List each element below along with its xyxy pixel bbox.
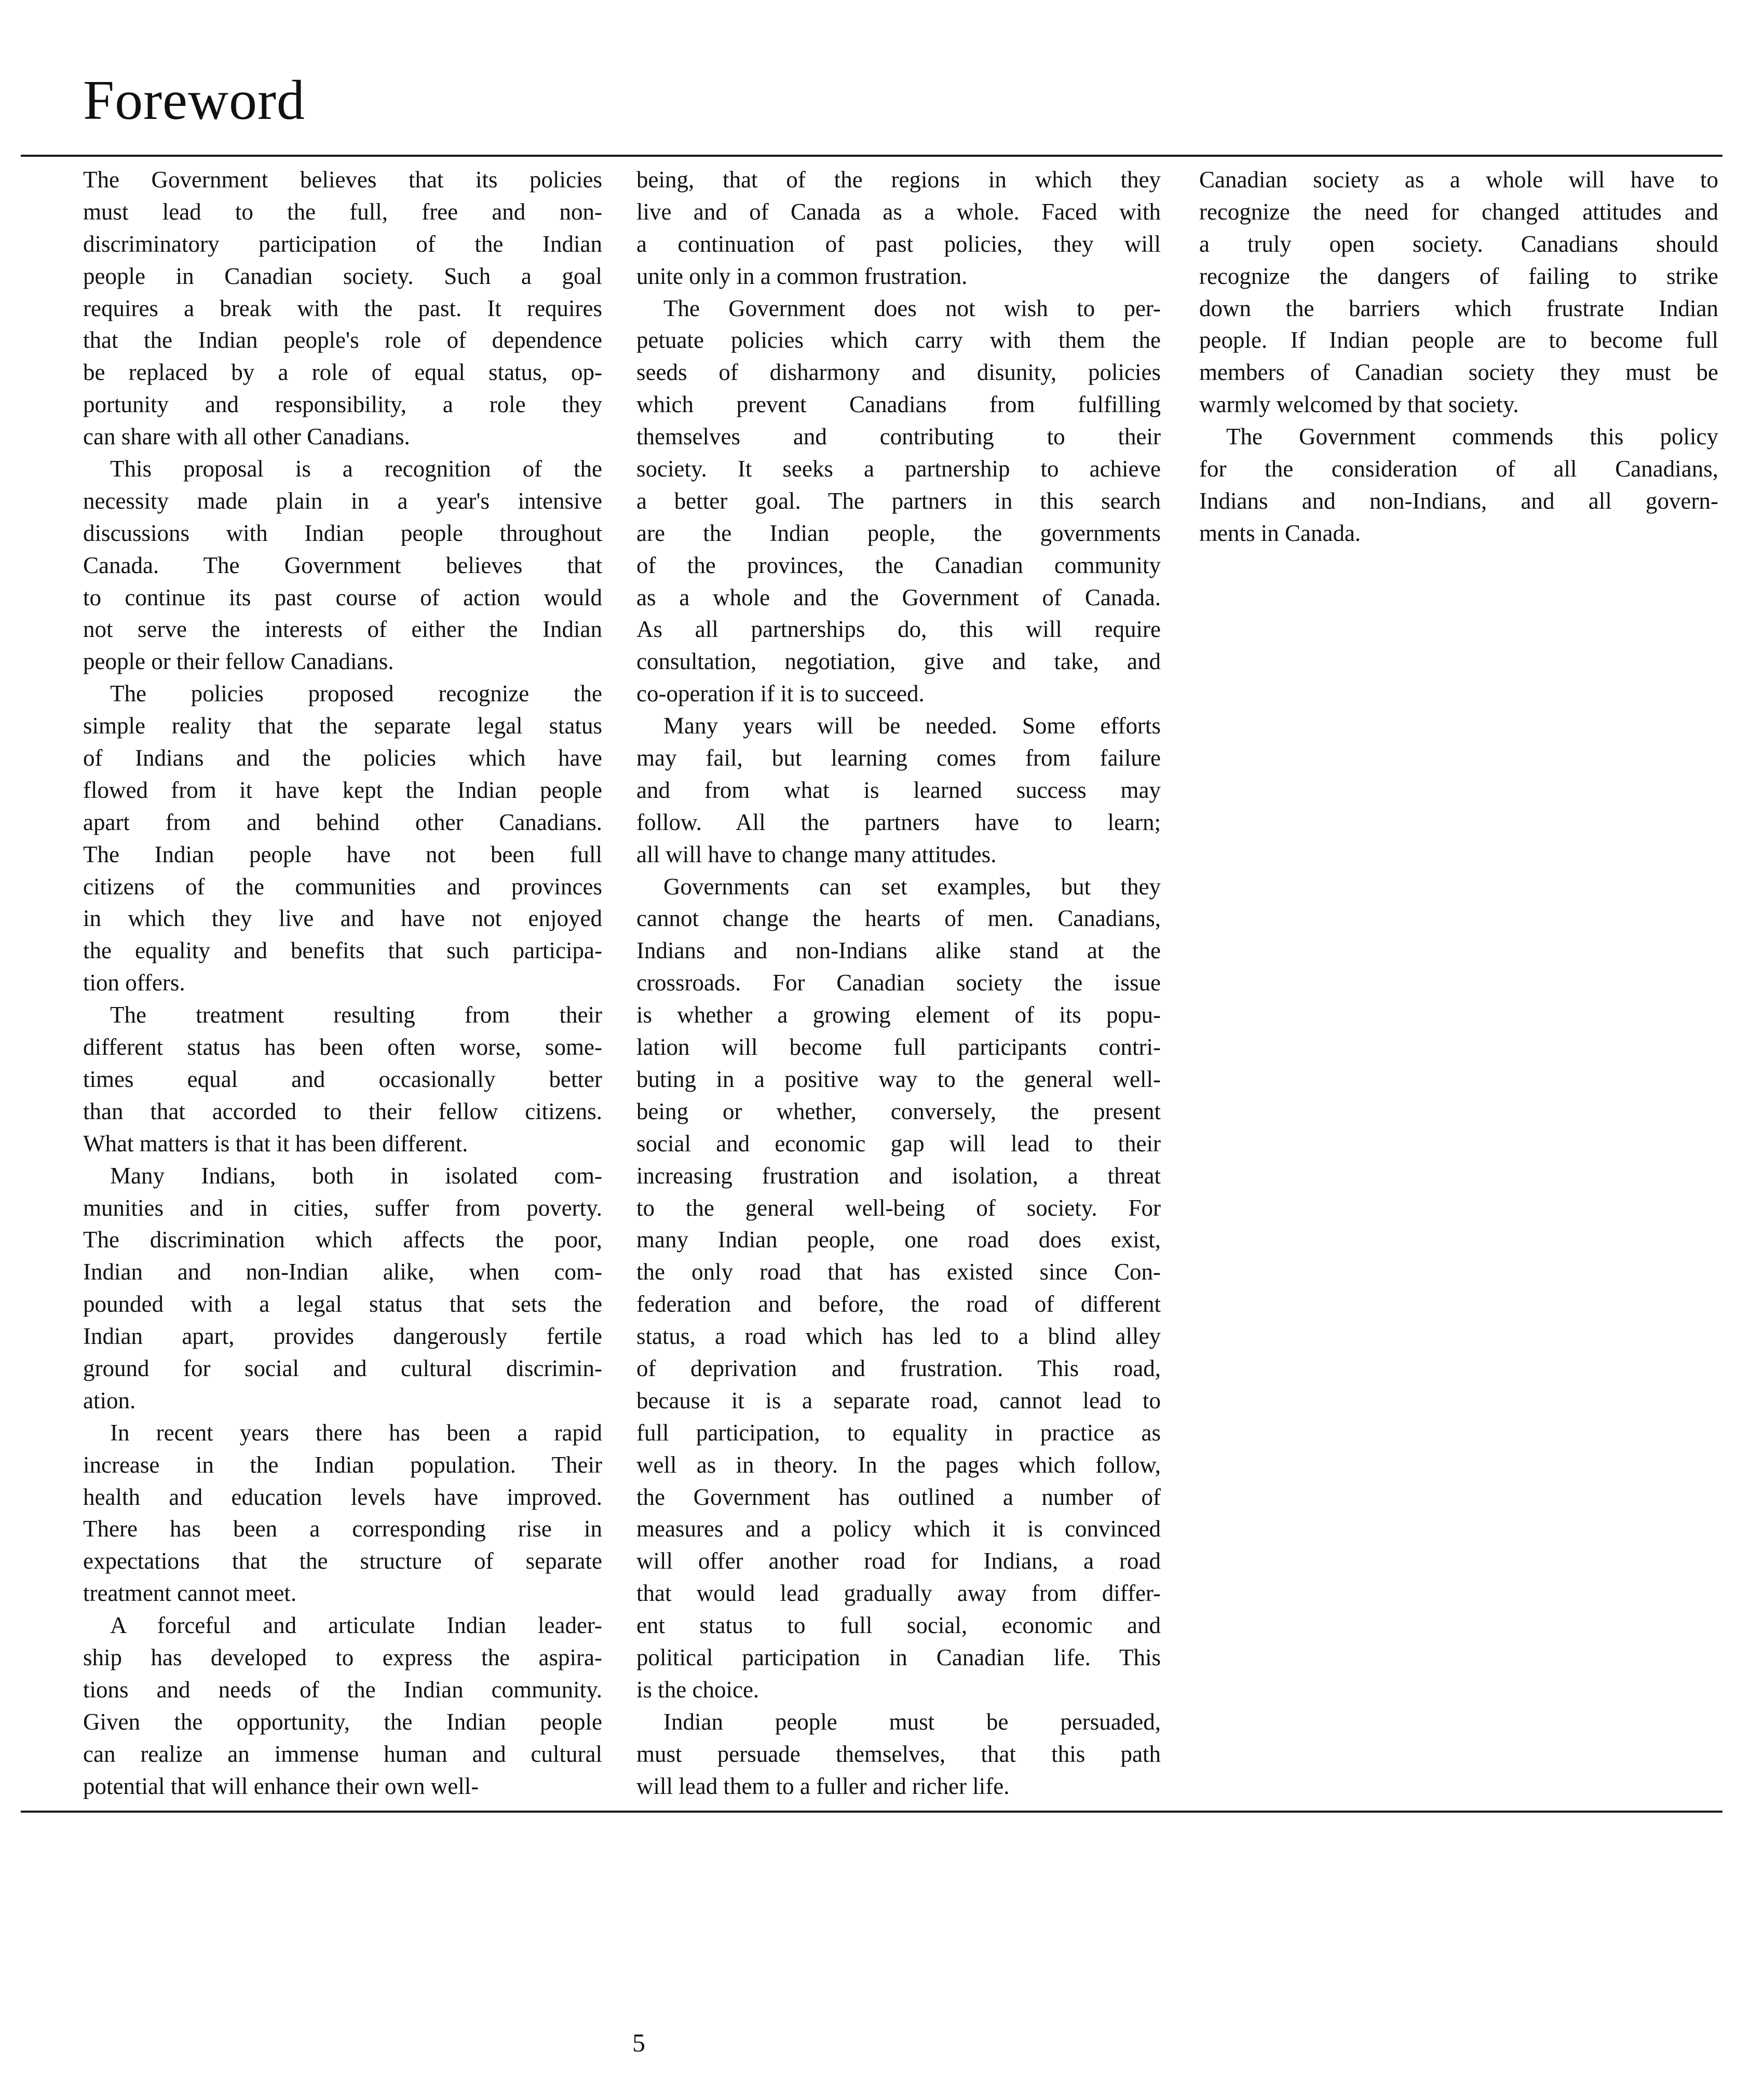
text-line: treatment cannot meet. [83, 1580, 297, 1607]
text-line: to continue its past course of action would [83, 584, 602, 610]
text-line: petuate policies which carry with them the [636, 327, 1161, 353]
text-line: ation. [83, 1387, 136, 1413]
text-line: Canada. The Government believes that [83, 552, 602, 578]
text-line: people or their fellow Canadians. [83, 648, 394, 675]
text-line: expectations that the structure of separate [83, 1548, 602, 1574]
text-column-1 [83, 164, 602, 1802]
text-line: pounded with a legal status that sets the [83, 1291, 602, 1317]
text-line: Indian apart, provides dangerously fertile [83, 1323, 602, 1350]
text-line: the equality and benefits that such participa- [83, 937, 602, 964]
text-line: people. If Indian people are to become full [1199, 327, 1718, 353]
text-line: ments in Canada. [1199, 520, 1361, 546]
text-line: well as in theory. In the pages which follow, [636, 1451, 1161, 1478]
text-line: consultation, negotiation, give and take, and [636, 648, 1161, 675]
text-line: crossroads. For Canadian society the issue [636, 970, 1161, 996]
text-line: Indian and non-Indian alike, when com- [83, 1259, 602, 1285]
text-line: because it is a separate road, cannot lead to [636, 1387, 1161, 1413]
text-line: In recent years there has been a rapid [110, 1419, 602, 1446]
text-line: discriminatory participation of the Indian [83, 230, 602, 257]
text-line: The discrimination which affects the poor, [83, 1227, 602, 1253]
text-line: munities and in cities, suffer from poverty. [83, 1194, 602, 1221]
text-line: Indian people must be persuaded, [663, 1708, 1161, 1735]
text-line: political participation in Canadian life. This [636, 1644, 1161, 1670]
text-line: being, that of the regions in which they [636, 167, 1161, 193]
text-line: The Government believes that its policies [83, 167, 602, 193]
text-line: The treatment resulting from their [110, 1002, 602, 1028]
text-line: co-operation if it is to succeed. [636, 681, 925, 707]
text-line: a continuation of past policies, they will [636, 230, 1161, 257]
text-line: will lead them to a fuller and richer life. [636, 1773, 1010, 1799]
text-line: There has been a corresponding rise in [83, 1516, 602, 1542]
text-line: of Indians and the policies which have [83, 745, 602, 771]
text-line: cannot change the hearts of men. Canadians, [636, 905, 1161, 932]
text-line: federation and before, the road of different [636, 1291, 1161, 1317]
text-column-2 [636, 164, 1161, 1802]
text-line: Indians and non-Indians, and all govern- [1199, 487, 1718, 514]
text-line: As all partnerships do, this will require [636, 616, 1161, 643]
text-line: is whether a growing element of its popu- [636, 1002, 1161, 1028]
text-line: tions and needs of the Indian community. [83, 1676, 602, 1703]
text-line: live and of Canada as a whole. Faced with [636, 198, 1161, 225]
text-line: different status has been often worse, some- [83, 1034, 602, 1060]
text-line: The Indian people have not been full [83, 841, 602, 867]
text-line: follow. All the partners have to learn; [636, 809, 1161, 835]
text-line: flowed from it have kept the Indian people [83, 777, 602, 803]
text-line: of deprivation and frustration. This road, [636, 1355, 1161, 1381]
text-line: tion offers. [83, 970, 185, 996]
text-line: and from what is learned success may [636, 777, 1161, 803]
text-line: The policies proposed recognize the [110, 681, 602, 707]
text-line: people in Canadian society. Such a goal [83, 263, 602, 289]
text-line: potential that will enhance their own well- [83, 1773, 479, 1799]
text-line: are the Indian people, the governments [636, 520, 1161, 546]
text-line: What matters is that it has been different. [83, 1130, 468, 1157]
text-line: This proposal is a recognition of the [110, 456, 602, 482]
text-line: A forceful and articulate Indian leader- [110, 1612, 602, 1639]
text-line: measures and a policy which it is convinced [636, 1516, 1161, 1542]
text-line: for the consideration of all Canadians, [1199, 456, 1718, 482]
text-line: the only road that has existed since Con- [636, 1259, 1161, 1285]
page-number: 5 [632, 2028, 645, 2057]
text-line: can realize an immense human and cultural [83, 1741, 602, 1767]
text-line: a truly open society. Canadians should [1199, 230, 1718, 257]
text-line: necessity made plain in a year's intensive [83, 487, 602, 514]
text-line: that would lead gradually away from differ- [636, 1580, 1161, 1607]
text-line: Governments can set examples, but they [663, 873, 1161, 900]
text-line: The Government does not wish to per- [663, 295, 1161, 321]
text-line: than that accorded to their fellow citizens. [83, 1098, 602, 1124]
text-line: recognize the need for changed attitudes and [1199, 198, 1718, 225]
text-line: the Government has outlined a number of [636, 1484, 1161, 1510]
text-column-3 [1199, 164, 1718, 550]
text-line: health and education levels have improved. [83, 1484, 602, 1510]
text-line: themselves and contributing to their [636, 424, 1161, 450]
text-line: ground for social and cultural discrimin- [83, 1355, 602, 1381]
text-line: ent status to full social, economic and [636, 1612, 1161, 1639]
bottom-rule [21, 1811, 1722, 1813]
text-line: that the Indian people's role of dependence [83, 327, 602, 353]
text-line: increase in the Indian population. Their [83, 1451, 602, 1478]
text-line: not serve the interests of either the Indian [83, 616, 602, 643]
text-line: in which they live and have not enjoyed [83, 905, 602, 932]
text-line: all will have to change many attitudes. [636, 841, 997, 867]
text-line: apart from and behind other Canadians. [83, 809, 602, 835]
page-title: Foreword [83, 70, 305, 131]
text-line: Canadian society as a whole will have to [1199, 167, 1718, 193]
text-line: Many years will be needed. Some efforts [663, 713, 1161, 739]
text-line: buting in a positive way to the general well- [636, 1066, 1161, 1092]
text-line: Given the opportunity, the Indian people [83, 1708, 602, 1735]
text-line: increasing frustration and isolation, a threat [636, 1162, 1161, 1189]
text-line: ship has developed to express the aspira- [83, 1644, 602, 1670]
text-line: may fail, but learning comes from failure [636, 745, 1161, 771]
top-rule [21, 155, 1722, 157]
text-line: must lead to the full, free and non- [83, 198, 602, 225]
text-line: as a whole and the Government of Canada. [636, 584, 1161, 610]
text-line: full participation, to equality in practice as [636, 1419, 1161, 1446]
text-line: Indians and non-Indians alike stand at the [636, 937, 1161, 964]
text-line: Many Indians, both in isolated com- [110, 1162, 602, 1189]
text-line: members of Canadian society they must be [1199, 359, 1718, 386]
text-line: which prevent Canadians from fulfilling [636, 391, 1161, 418]
text-line: of the provinces, the Canadian community [636, 552, 1161, 578]
text-line: portunity and responsibility, a role they [83, 391, 602, 418]
text-line: discussions with Indian people throughout [83, 520, 602, 546]
text-line: unite only in a common frustration. [636, 263, 968, 289]
text-line: citizens of the communities and provinces [83, 873, 602, 900]
text-line: will offer another road for Indians, a road [636, 1548, 1161, 1574]
text-line: The Government commends this policy [1226, 424, 1718, 450]
text-line: times equal and occasionally better [83, 1066, 602, 1092]
text-line: down the barriers which frustrate Indian [1199, 295, 1718, 321]
text-line: seeds of disharmony and disunity, policies [636, 359, 1161, 386]
text-line: social and economic gap will lead to their [636, 1130, 1161, 1157]
text-line: can share with all other Canadians. [83, 424, 410, 450]
text-line: must persuade themselves, that this path [636, 1741, 1161, 1767]
text-line: warmly welcomed by that society. [1199, 391, 1519, 418]
text-line: status, a road which has led to a blind alley [636, 1323, 1161, 1350]
text-line: is the choice. [636, 1676, 759, 1703]
text-line: to the general well-being of society. For [636, 1194, 1161, 1221]
text-line: simple reality that the separate legal status [83, 713, 602, 739]
text-line: requires a break with the past. It requires [83, 295, 602, 321]
text-line: recognize the dangers of failing to strike [1199, 263, 1718, 289]
text-line: being or whether, conversely, the present [636, 1098, 1161, 1124]
text-line: lation will become full participants contri- [636, 1034, 1161, 1060]
text-line: a better goal. The partners in this search [636, 487, 1161, 514]
text-line: be replaced by a role of equal status, op- [83, 359, 602, 386]
text-line: many Indian people, one road does exist, [636, 1227, 1161, 1253]
text-line: society. It seeks a partnership to achieve [636, 456, 1161, 482]
